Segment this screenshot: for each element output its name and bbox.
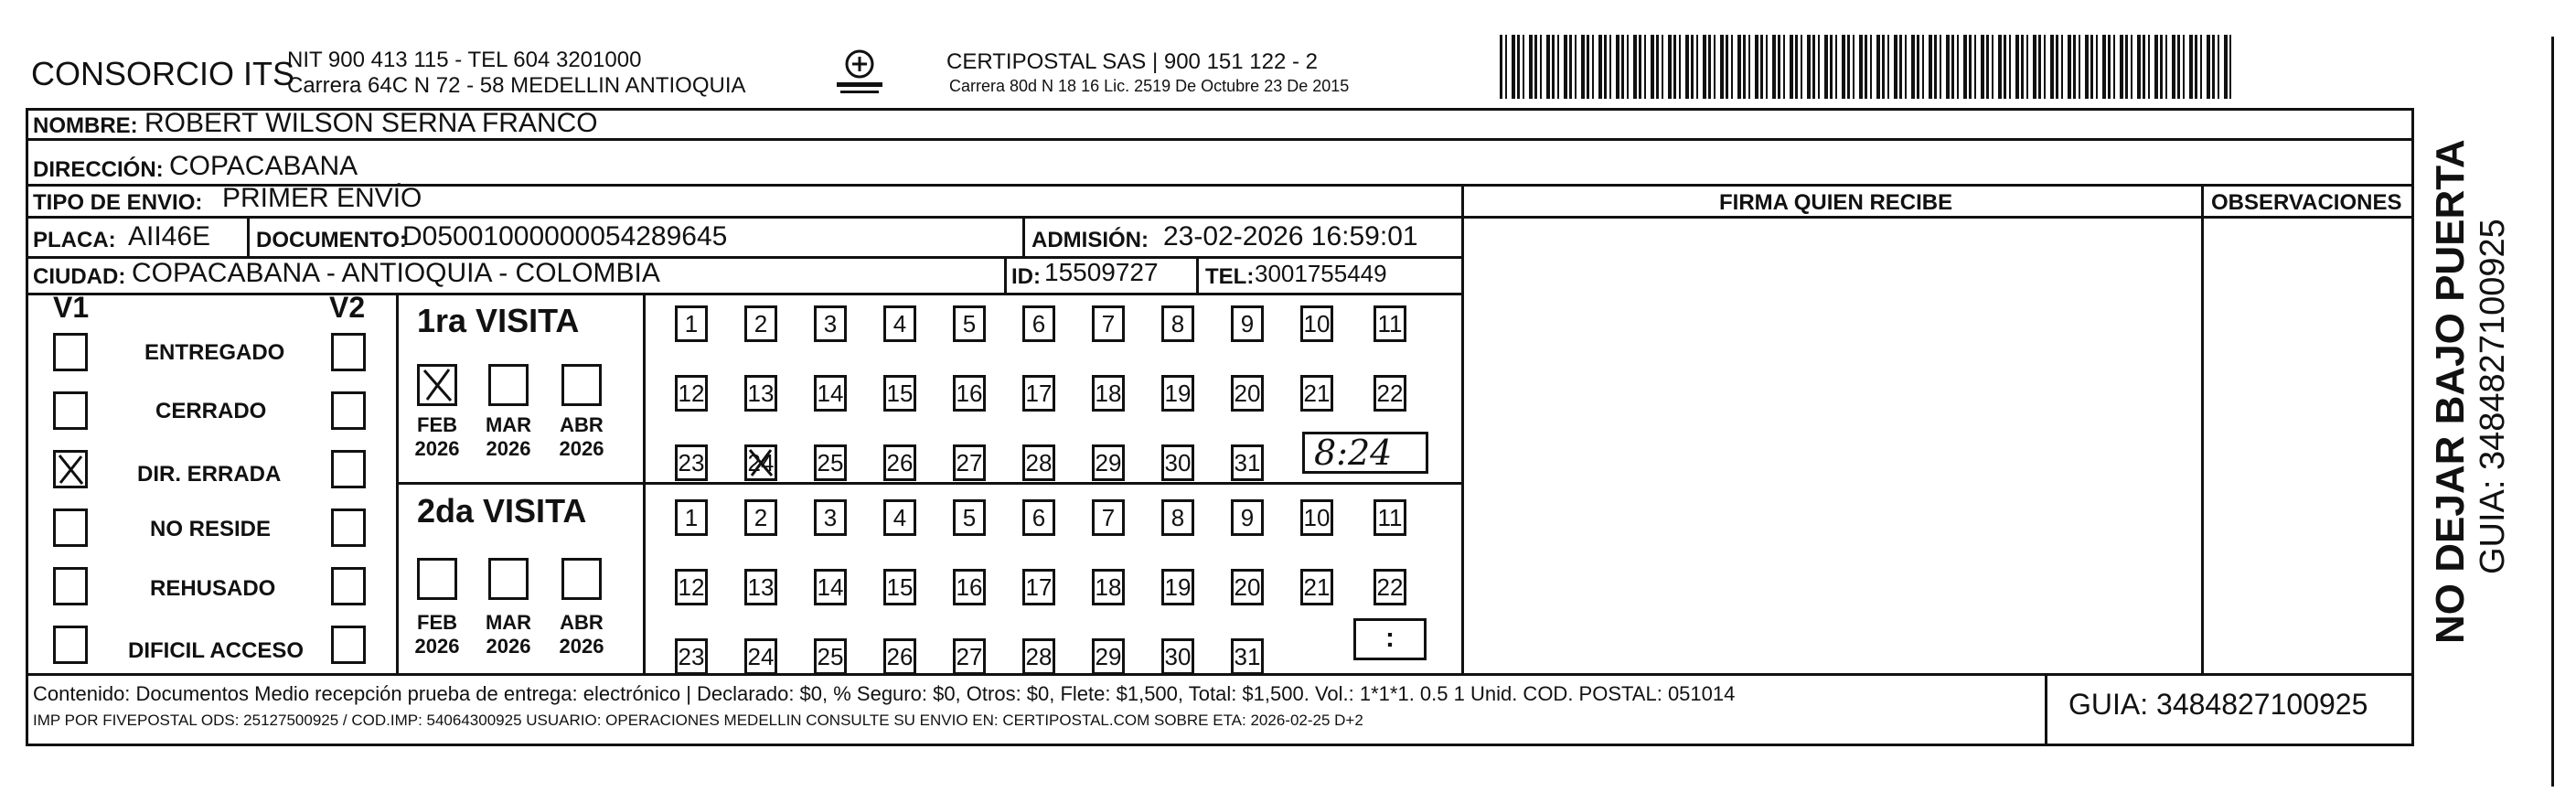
day-number: 27 xyxy=(956,449,983,476)
visit1-day-9[interactable] xyxy=(1231,305,1264,342)
ciudad-label: CIUDAD: xyxy=(33,264,126,289)
visit1-month-label: MAR 2026 xyxy=(485,413,532,460)
v1-header: V1 xyxy=(53,291,90,324)
day-number: 1 xyxy=(684,504,699,531)
visit2-day-21[interactable] xyxy=(1300,569,1333,605)
id-label: ID: xyxy=(1011,264,1041,289)
x-mark-icon xyxy=(420,367,454,403)
day-number: 20 xyxy=(1234,380,1261,407)
id-value: 15509727 xyxy=(1044,258,1159,286)
v2-checkbox-rehusado[interactable] xyxy=(331,567,366,605)
visit2-time-value: : xyxy=(1385,623,1395,653)
day-number: 20 xyxy=(1234,573,1261,601)
status-cerrado: CERRADO xyxy=(155,399,267,423)
footer-contents: Contenido: Documentos Medio recepción prueba de entrega: electrónico | Declarado: $0, % Seguro: $0, Otros: $0, Flete: $1,500, Total: $1,500. Vol.: 1*1*1. 0.5 1 Unid. COD. POSTAL: 051014 xyxy=(33,682,1736,705)
visit1-day-1[interactable] xyxy=(675,305,708,342)
status-no-reside: NO RESIDE xyxy=(150,517,272,541)
side-warning: NO DEJAR BAJO PUERTA xyxy=(2428,139,2473,644)
visit1-day-17[interactable] xyxy=(1022,375,1055,412)
day-number: 23 xyxy=(678,449,705,476)
visit2-day-4[interactable] xyxy=(883,499,916,536)
visit2-day-17[interactable] xyxy=(1022,569,1055,605)
day-number: 24 xyxy=(747,643,775,670)
visit1-time-box[interactable] xyxy=(1302,432,1428,474)
visit2-day-10[interactable] xyxy=(1300,499,1333,536)
visit1-day-24[interactable] xyxy=(744,444,777,481)
day-number: 21 xyxy=(1303,380,1331,407)
day-number: 31 xyxy=(1234,449,1261,476)
v1-checkbox-entregado[interactable] xyxy=(53,333,88,371)
visit2-day-13[interactable] xyxy=(744,569,777,605)
v1-checkbox-dir-errada[interactable] xyxy=(53,450,88,488)
tel-label: TEL: xyxy=(1205,264,1255,289)
footer-tracking: IMP POR FIVEPOSTAL ODS: 25127500925 / COD.IMP: 54064300925 USUARIO: OPERACIONES MEDELLIN CONSULTE SU ENVIO EN: CERTIPOSTAL.COM SOBRE ETA: 2026-02-25 D+2 xyxy=(33,712,1363,729)
visit2-day-9[interactable] xyxy=(1231,499,1264,536)
day-number: 6 xyxy=(1031,310,1046,337)
day-number: 11 xyxy=(1377,504,1403,531)
visit2-month-label: MAR 2026 xyxy=(485,611,532,658)
visit2-day-11[interactable] xyxy=(1374,499,1406,536)
day-number: 26 xyxy=(886,449,914,476)
visit1-day-20[interactable] xyxy=(1231,375,1264,412)
day-number: 18 xyxy=(1095,573,1122,601)
v1-checkbox-no-reside[interactable] xyxy=(53,508,88,547)
day-number: 19 xyxy=(1164,380,1192,407)
day-number: 13 xyxy=(747,573,775,601)
tipo-envio-label: TIPO DE ENVIO: xyxy=(33,190,203,215)
visit1-month-mar[interactable] xyxy=(488,364,529,406)
day-number: 28 xyxy=(1025,643,1053,670)
visit2-day-22[interactable] xyxy=(1374,569,1406,605)
v2-checkbox-dir-errada[interactable] xyxy=(331,450,366,488)
visit1-day-13[interactable] xyxy=(744,375,777,412)
direccion-label: DIRECCIÓN: xyxy=(33,157,164,182)
day-number: 11 xyxy=(1377,310,1403,337)
visit1-day-11[interactable] xyxy=(1374,305,1406,342)
x-mark-icon xyxy=(56,453,85,486)
visit2-day-1[interactable] xyxy=(675,499,708,536)
footer-guia: GUIA: 3484827100925 xyxy=(2068,688,2368,721)
visit1-day-22[interactable] xyxy=(1374,375,1406,412)
visit2-time-box[interactable] xyxy=(1353,618,1427,660)
day-number: 4 xyxy=(893,310,907,337)
day-number: 10 xyxy=(1303,504,1331,531)
day-number: 30 xyxy=(1164,643,1192,670)
admision-value: 23-02-2026 16:59:01 xyxy=(1163,221,1418,252)
visit1-day-5[interactable] xyxy=(953,305,986,342)
day-number: 7 xyxy=(1101,310,1116,337)
day-number: 4 xyxy=(893,504,907,531)
carrier-info: CERTIPOSTAL SAS | 900 151 122 - 2 xyxy=(946,49,1318,74)
day-number: 13 xyxy=(747,380,775,407)
day-number: 23 xyxy=(678,643,705,670)
day-number: 14 xyxy=(817,380,844,407)
visit1-day-15[interactable] xyxy=(883,375,916,412)
tipo-envio-value: PRIMER ENVÍO xyxy=(222,183,422,213)
ciudad-value: COPACABANA - ANTIOQUIA - COLOMBIA xyxy=(132,258,660,288)
day-number: 12 xyxy=(678,573,705,601)
visit1-month-label: ABR 2026 xyxy=(559,413,604,460)
visit1-day-25[interactable] xyxy=(814,444,847,481)
firma-label: FIRMA QUIEN RECIBE xyxy=(1719,190,1953,215)
visit2-day-6[interactable] xyxy=(1022,499,1055,536)
visit2-day-3[interactable] xyxy=(814,499,847,536)
visit1-day-4[interactable] xyxy=(883,305,916,342)
visit2-day-23[interactable] xyxy=(675,638,708,675)
visit1-day-2[interactable] xyxy=(744,305,777,342)
day-number: 5 xyxy=(962,310,977,337)
carrier-logo xyxy=(828,44,892,99)
day-number: 2 xyxy=(754,504,768,531)
visit1-month-feb[interactable] xyxy=(417,364,457,406)
visit1-day-27[interactable] xyxy=(953,444,986,481)
day-number: 28 xyxy=(1025,449,1053,476)
visit2-day-24[interactable] xyxy=(744,638,777,675)
visit1-day-3[interactable] xyxy=(814,305,847,342)
visit1-day-10[interactable] xyxy=(1300,305,1333,342)
visit1-day-14[interactable] xyxy=(814,375,847,412)
visit1-day-21[interactable] xyxy=(1300,375,1333,412)
visit1-day-29[interactable] xyxy=(1092,444,1125,481)
visit2-month-label: ABR 2026 xyxy=(559,611,604,658)
visit2-title: 2da VISITA xyxy=(417,492,587,530)
placa-label: PLACA: xyxy=(33,228,116,252)
status-rehusado: REHUSADO xyxy=(150,576,276,601)
day-number: 26 xyxy=(886,643,914,670)
day-number: 10 xyxy=(1303,310,1331,337)
day-number: 31 xyxy=(1234,643,1261,670)
visit2-day-27[interactable] xyxy=(953,638,986,675)
visit1-day-8[interactable] xyxy=(1161,305,1194,342)
day-number: 8 xyxy=(1170,310,1185,337)
visit2-day-16[interactable] xyxy=(953,569,986,605)
v2-checkbox-dificil-acceso[interactable] xyxy=(331,626,366,664)
visit2-day-31[interactable] xyxy=(1231,638,1264,675)
visit1-day-7[interactable] xyxy=(1092,305,1125,342)
visit1-day-28[interactable] xyxy=(1022,444,1055,481)
visit2-month-abr[interactable] xyxy=(561,558,602,600)
visit1-day-23[interactable] xyxy=(675,444,708,481)
visit2-day-2[interactable] xyxy=(744,499,777,536)
day-number: 29 xyxy=(1095,643,1122,670)
day-number: 29 xyxy=(1095,449,1122,476)
visit2-day-15[interactable] xyxy=(883,569,916,605)
visit1-day-16[interactable] xyxy=(953,375,986,412)
day-number: 19 xyxy=(1164,573,1192,601)
visit2-day-25[interactable] xyxy=(814,638,847,675)
visit1-month-abr[interactable] xyxy=(561,364,602,406)
x-mark-icon xyxy=(747,447,775,478)
day-number: 3 xyxy=(823,504,838,531)
documento-value: D05001000000054289645 xyxy=(402,221,728,252)
visit1-day-6[interactable] xyxy=(1022,305,1055,342)
visit2-month-mar[interactable] xyxy=(488,558,529,600)
day-number: 16 xyxy=(956,380,983,407)
day-number: 17 xyxy=(1025,380,1053,407)
day-number: 27 xyxy=(956,643,983,670)
day-number: 15 xyxy=(886,573,914,601)
status-dificil-acceso: DIFICIL ACCESO xyxy=(128,638,305,663)
visit1-time-value: 8:24 xyxy=(1314,433,1393,473)
day-number: 25 xyxy=(817,643,844,670)
day-number: 21 xyxy=(1303,573,1331,601)
visit1-day-30[interactable] xyxy=(1161,444,1194,481)
v1-checkbox-cerrado[interactable] xyxy=(53,391,88,430)
visit2-day-29[interactable] xyxy=(1092,638,1125,675)
day-number: 6 xyxy=(1031,504,1046,531)
day-number: 9 xyxy=(1240,504,1255,531)
admision-label: ADMISIÓN: xyxy=(1031,228,1149,252)
day-number: 15 xyxy=(886,380,914,407)
visit2-day-26[interactable] xyxy=(883,638,916,675)
company-nit: NIT 900 413 115 - TEL 604 3201000 xyxy=(287,48,642,72)
visit2-day-28[interactable] xyxy=(1022,638,1055,675)
visit1-day-19[interactable] xyxy=(1161,375,1194,412)
barcode xyxy=(1500,35,2231,99)
tel-value: 3001755449 xyxy=(1255,260,1387,287)
day-number: 25 xyxy=(817,449,844,476)
visit2-day-12[interactable] xyxy=(675,569,708,605)
day-number: 22 xyxy=(1376,573,1404,601)
visit2-month-label: FEB 2026 xyxy=(414,611,460,658)
side-guia: GUIA: 3484827100925 xyxy=(2474,219,2512,574)
visit2-day-18[interactable] xyxy=(1092,569,1125,605)
observaciones-label: OBSERVACIONES xyxy=(2211,190,2402,215)
documento-label: DOCUMENTO: xyxy=(256,228,407,252)
carrier-license: Carrera 80d N 18 16 Lic. 2519 De Octubre 23 De 2015 xyxy=(949,77,1350,95)
visit2-day-30[interactable] xyxy=(1161,638,1194,675)
visit1-day-31[interactable] xyxy=(1231,444,1264,481)
placa-value: AII46E xyxy=(128,221,211,252)
day-number: 3 xyxy=(823,310,838,337)
day-number: 2 xyxy=(754,310,768,337)
direccion-value: COPACABANA xyxy=(169,151,358,181)
visit2-day-19[interactable] xyxy=(1161,569,1194,605)
visit1-day-18[interactable] xyxy=(1092,375,1125,412)
nombre-value: ROBERT WILSON SERNA FRANCO xyxy=(144,108,598,138)
day-number: 16 xyxy=(956,573,983,601)
v2-checkbox-cerrado[interactable] xyxy=(331,391,366,430)
visit2-day-5[interactable] xyxy=(953,499,986,536)
day-number: 22 xyxy=(1376,380,1404,407)
day-number: 24 xyxy=(747,449,775,476)
v1-checkbox-rehusado[interactable] xyxy=(53,567,88,605)
v2-checkbox-entregado[interactable] xyxy=(331,333,366,371)
nombre-label: NOMBRE: xyxy=(33,113,138,138)
day-number: 14 xyxy=(817,573,844,601)
day-number: 8 xyxy=(1170,504,1185,531)
day-number: 17 xyxy=(1025,573,1053,601)
day-number: 12 xyxy=(678,380,705,407)
status-entregado: ENTREGADO xyxy=(144,340,285,365)
v1-checkbox-dificil-acceso[interactable] xyxy=(53,626,88,664)
v2-header: V2 xyxy=(329,291,366,324)
day-number: 1 xyxy=(684,310,699,337)
visit1-day-12[interactable] xyxy=(675,375,708,412)
status-dir-errada: DIR. ERRADA xyxy=(137,462,282,487)
day-number: 18 xyxy=(1095,380,1122,407)
visit2-day-20[interactable] xyxy=(1231,569,1264,605)
company-name: CONSORCIO ITS xyxy=(31,55,295,92)
day-number: 5 xyxy=(962,504,977,531)
visit2-month-feb[interactable] xyxy=(417,558,457,600)
visit2-day-14[interactable] xyxy=(814,569,847,605)
visit1-day-26[interactable] xyxy=(883,444,916,481)
v2-checkbox-no-reside[interactable] xyxy=(331,508,366,547)
visit1-title: 1ra VISITA xyxy=(417,302,580,339)
visit2-day-7[interactable] xyxy=(1092,499,1125,536)
day-number: 9 xyxy=(1240,310,1255,337)
visit1-month-label: FEB 2026 xyxy=(414,413,460,460)
day-number: 30 xyxy=(1164,449,1192,476)
company-address: Carrera 64C N 72 - 58 MEDELLIN ANTIOQUIA xyxy=(287,73,746,98)
visit2-day-8[interactable] xyxy=(1161,499,1194,536)
day-number: 7 xyxy=(1101,504,1116,531)
